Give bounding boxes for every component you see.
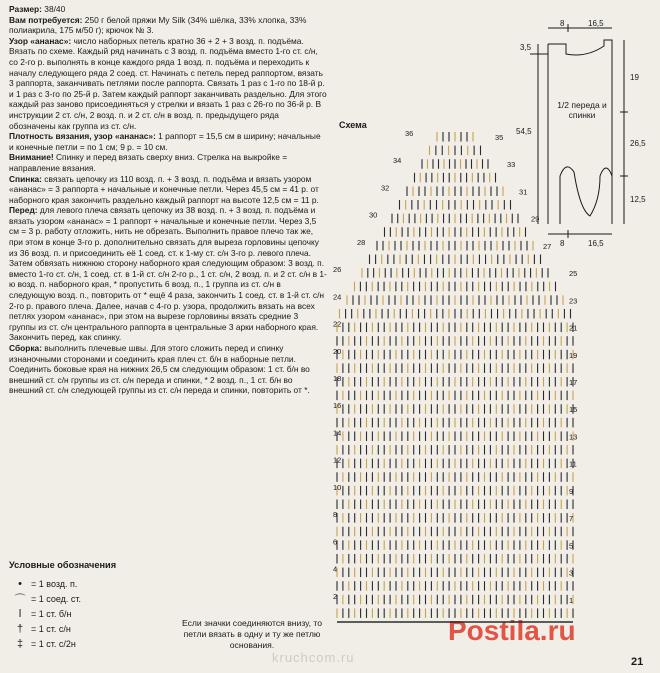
back-para: Спинка: связать цепочку из 110 возд. п. + 3 возд. п. подъёма и вязать узором «ананас» = 3 раппорта + начальные и конечные петли. Через 45,5 см = 41 р. от наборного края закончить раздельно каждый раппорт на высоте 12,5 см = 11 р. (9, 173, 319, 205)
row-number-left: 20 (333, 346, 342, 356)
dim-left: 54,5 (516, 127, 532, 136)
size-line: Размер: 38/40 (9, 4, 66, 14)
pattern-para: Узор «ананас»: число наборных петель кратно 36 + 2 + 3 возд. п. подъёма. Вязать по схеме. Каждый ряд начинать с 3 возд. п. подъёма вместо 1-го ст. с/н, со 2-го р. выполнять в конце каждого ряда 1 возд. п. подъёма и переходить к началу следующего ряда 2 соед. ст. Начинать с петель перед раппортом, вязать 3 раппорта, заканчивать петлями после раппорта. Связать 1 раз с 1-го по 18-й р. и 1 раз с 3-го по 25-й р. Затем каждый раппорт заканчивать раздельно. Для этого каждый раз заново присоединяться у стрелки и вязать 1 раз с 26-го по 36-й р. В инструкции 2 ст. с/н, 2 возд. п. и 2 ст. с/н в возд. п. предыдущего ряда обозначены как группа из ст. с/н. (9, 35, 327, 131)
legend-row: • = 1 возд. п. (9, 576, 209, 591)
row-number-right: 21 (569, 323, 578, 333)
row-number-right: 9 (569, 486, 574, 496)
row-number-left: 2 (333, 591, 338, 601)
row-number-right: 1 (569, 595, 574, 605)
dim-right-2: 26,5 (630, 139, 646, 148)
row-number-left: 12 (333, 455, 342, 465)
dim-right-3: 12,5 (630, 195, 646, 204)
row-number-right: 13 (569, 432, 578, 442)
row-number-left: 8 (333, 510, 338, 520)
double-crochet-icon: † (16, 622, 24, 635)
row-number-left: 22 (333, 319, 342, 329)
row-number-right: 23 (569, 296, 578, 306)
row-number-left: 36 (405, 129, 414, 138)
pattern-center-label-box (554, 100, 610, 140)
crochet-chart (333, 129, 577, 622)
row-number-left: 10 (333, 482, 342, 492)
row-number-right: 11 (569, 459, 577, 469)
attention-para: Внимание! Спинку и перед вязать сверху вниз. Стрелка на выкройке = направление вязания. (9, 152, 288, 173)
row-number-right: 19 (569, 350, 578, 360)
chain-stitch-icon: • (18, 577, 22, 590)
row-number-left: 28 (357, 237, 366, 247)
row-number-left: 6 (333, 537, 338, 547)
watermark: kruchcom.ru (272, 650, 355, 665)
row-number-left: 14 (333, 428, 342, 438)
legend-row: ‡ = 1 ст. с/2н (9, 636, 209, 651)
dim-top-2: 16,5 (588, 19, 604, 28)
row-number-right: 33 (507, 160, 516, 170)
row-number-left: 18 (333, 374, 342, 383)
row-number-right: 5 (569, 541, 574, 551)
dim-left-top: 3,5 (520, 43, 532, 52)
assembly-para: Сборка: выполнить плечевые швы. Для этого сложить перед и спинку изнаночными сторонами и соединить края плеч ст. б/н в наборные петли. Соединить боковые края на нижних 26,5 см следующим образом: 1 ст. б/н во внешний ст. с/н группы из ст. с/н переда и спинки, * 2 возд. п., 1 ст. б/н во внешний ст. с/н следующей группы из ст. с/н переда и спинки, повторить от *. (9, 343, 310, 396)
brand-watermark: Postila.ru (448, 615, 576, 646)
gauge-para: Плотность вязания, узор «ананас»: 1 раппорт = 15,5 см в ширину; начальные и конечные петли = по 1 см; 9 р. = 10 см. (9, 131, 321, 152)
row-number-left: 34 (393, 156, 402, 166)
row-number-right: 25 (569, 269, 578, 279)
dim-bottom-2: 16,5 (588, 239, 604, 248)
row-number-left: 24 (333, 292, 342, 302)
row-number-right: 35 (495, 133, 504, 142)
legend-row: ǀ = 1 ст. б/н (9, 606, 209, 621)
row-number-right: 15 (569, 405, 578, 415)
row-number-right: 3 (569, 568, 574, 578)
row-number-right: 27 (543, 241, 552, 251)
dim-top-1: 8 (560, 19, 565, 28)
treble-crochet-icon: ‡ (16, 637, 24, 650)
page-number: 21 (631, 656, 644, 668)
row-number-right: 17 (569, 378, 578, 387)
row-number-right: 7 (569, 514, 574, 524)
row-number-left: 16 (333, 401, 342, 411)
row-number-left: 26 (333, 265, 342, 275)
legend-row: † = 1 ст. с/н (9, 621, 209, 636)
legend-note: Если значки соединяются внизу, то петли вязать в одну и ту же петлю основания. (181, 618, 323, 650)
row-number-left: 30 (369, 210, 378, 220)
slip-stitch-icon: ⌒ (14, 593, 26, 606)
pattern-center-label: 1/2 переда и спинки (557, 100, 607, 120)
row-number-right: 29 (531, 214, 540, 224)
dim-right-1: 19 (630, 73, 639, 82)
row-number-left: 32 (381, 183, 390, 193)
dim-bottom-1: 8 (560, 239, 565, 248)
row-number-left: 4 (333, 564, 338, 574)
materials-para: Вам потребуется: 250 г белой пряжи My Silk (34% шёлка, 33% хлопка, 33% полиакрила, 175 м/50 г); крючок № 3. (9, 14, 307, 36)
legend-title: Условные обозначения (9, 560, 117, 570)
schema-label: Схема (339, 120, 367, 130)
legend-row: ⌒ = 1 соед. ст. (9, 591, 209, 606)
front-para: Перед: для левого плеча связать цепочку из 38 возд. п. + 3 возд. п. подъёма и вязать узором «ананас» = 1 раппорт + начальные и конечные петли. Через 3,5 см = 3 р. работу отложить, нить не обрезать. Выполнить правое плечо так же, при этом в конце 3-го р. дополнительно связать для выреза горловины цепочку из 36 возд. п. и присоединить её 1 соед. ст. к 1-му ст. с/н 3-го р. левого плеча. Затем обвязать нижнюю сторону наборного края следующим образом: 3 возд. п. вместо 1-го ст. с/н, 1 соед. ст. в 1-й ст. с/н 2-го р., 1 ст. с/н, 2 возд. п. и 2 ст. с/н в 1-ю возд. п. наборного края, * пропустить 6 возд. п., 1 группа из ст. с/н в следующую возд. п., повторить от * ещё 4 раза, закончить 1 соед. ст. в 1-й ст. с/н 2-го р. правого плеча. Далее, начав с 4-го р. узора, продолжить вязать на всех петлях узором «ананас», при этом на вырезе горловины вязать средние 3 группы из ст. с/н центрального раппорта в центральные 3 арки наборного края. Закончить перед, как спинку. (9, 205, 327, 343)
row-number-right: 31 (519, 187, 528, 197)
single-crochet-icon: ǀ (18, 607, 22, 620)
